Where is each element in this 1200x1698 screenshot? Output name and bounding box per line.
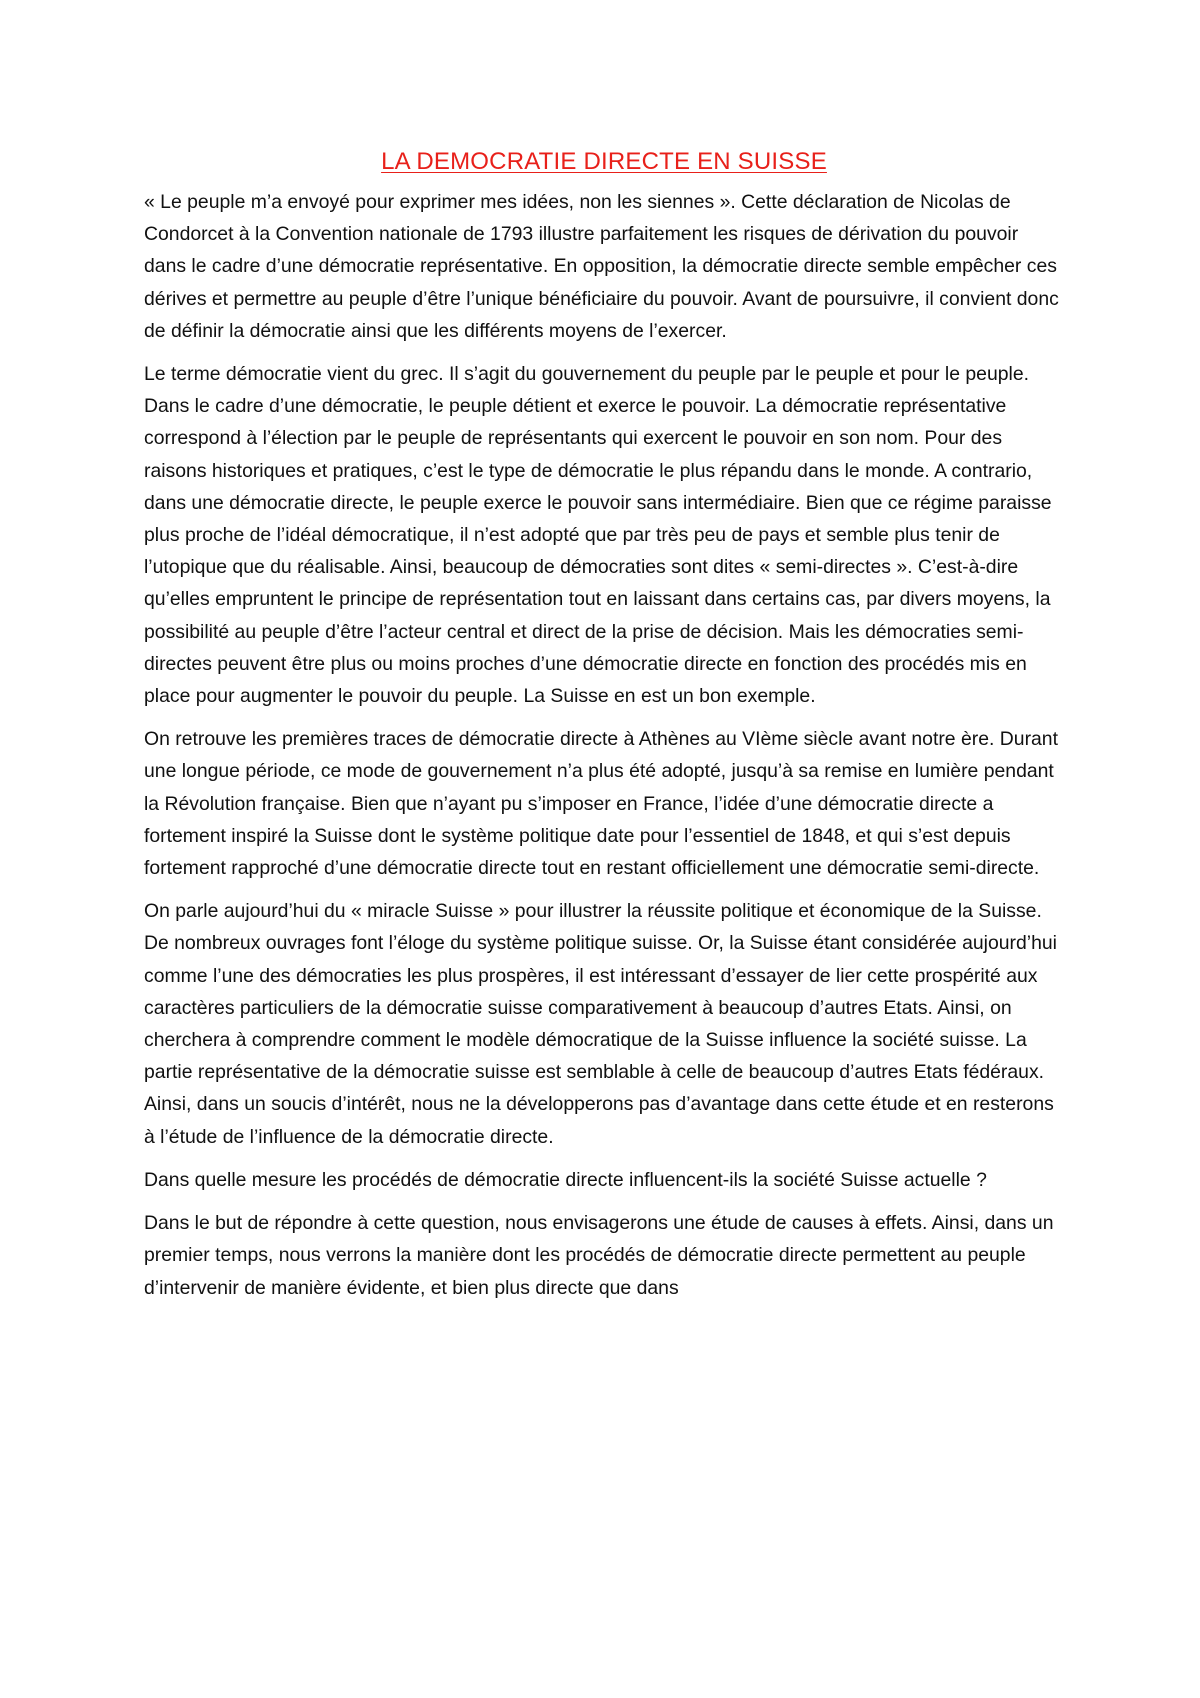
paragraph-plan: Dans le but de répondre à cette question, nous envisagerons une étude de causes à effets. Ainsi, dans un premier temps, nous verrons la manière dont les procédés de démocratie directe permettent au peuple d’intervenir de manière évidente, et bien plus directe que dans [144, 1212, 1054, 1299]
document-body [144, 146, 1064, 1315]
document-title: LA DEMOCRATIE DIRECTE EN SUISSE [381, 148, 827, 175]
paragraph-intro: « Le peuple m’a envoyé pour exprimer mes idées, non les siennes ». Cette déclaration de Nicolas de Condorcet à la Convention nationale de 1793 illustre parfaitement les risques de dérivation du pouvoir dans le cadre d’une démocratie représentative. En opposition, la démocratie directe semble empêcher ces dérives et permettre au peuple d’être l’unique bénéficiaire du pouvoir. Avant de poursuivre, il convient donc de définir la démocratie ainsi que les différents moyens de l’exercer. [144, 191, 1059, 342]
paragraph-history: On retrouve les premières traces de démocratie directe à Athènes au VIème siècle avant notre ère. Durant une longue période, ce mode de gouvernement n’a plus été adopté, jusqu’à sa remise en lumière pendant la Révolution française. Bien que n’ayant pu s’imposer en France, l’idée d’une démocratie directe a fortement inspiré la Suisse dont le système politique date pour l’essentiel de 1848, et qui s’est depuis fortement rapproché d’une démocratie directe tout en restant officiellement une démocratie semi-directe. [144, 728, 1058, 880]
paragraph-problematic: Dans quelle mesure les procédés de démocratie directe influencent-ils la société Suisse actuelle ? [144, 1168, 987, 1191]
paragraph-swiss-miracle: On parle aujourd’hui du « miracle Suisse » pour illustrer la réussite politique et économique de la Suisse. De nombreux ouvrages font l’éloge du système politique suisse. Or, la Suisse étant considérée aujourd’hui comme l’une des démocraties les plus prospères, il est intéressant d’essayer de lier cette prospérité aux caractères particuliers de la démocratie suisse comparativement à beaucoup d’autres Etats. Ainsi, on cherchera à comprendre comment le modèle démocratique de la Suisse influence la société suisse. La partie représentative de la démocratie suisse est semblable à celle de beaucoup d’autres Etats fédéraux. Ainsi, dans un soucis d’intérêt, nous ne la développerons pas d’avantage dans cette étude et en resterons à l’étude de l’influence de la démocratie directe. [144, 900, 1057, 1148]
paragraph-definition: Le terme démocratie vient du grec. Il s’agit du gouvernement du peuple par le peuple et pour le peuple. Dans le cadre d’une démocratie, le peuple détient et exerce le pouvoir. La démocratie représentative correspond à l’élection par le peuple de représentants qui exercent le pouvoir en son nom. Pour des raisons historiques et pratiques, c’est le type de démocratie le plus répandu dans le monde. A contrario, dans une démocratie directe, le peuple exerce le pouvoir sans intermédiaire. Bien que ce régime paraisse plus proche de l’idéal démocratique, il n’est adopté que par très peu de pays et semble plus tenir de l’utopique que du réalisable. Ainsi, beaucoup de démocraties sont dites « semi-directes ». C’est-à-dire qu’elles empruntent le principe de représentation tout en laissant dans certains cas, par divers moyens, la possibilité au peuple d’être l’acteur central et direct de la prise de décision. Mais les démocraties semi-directes peuvent être plus ou moins proches d’une démocratie directe en fonction des procédés mis en place pour augmenter le pouvoir du peuple. La Suisse en est un bon exemple. [144, 363, 1052, 708]
